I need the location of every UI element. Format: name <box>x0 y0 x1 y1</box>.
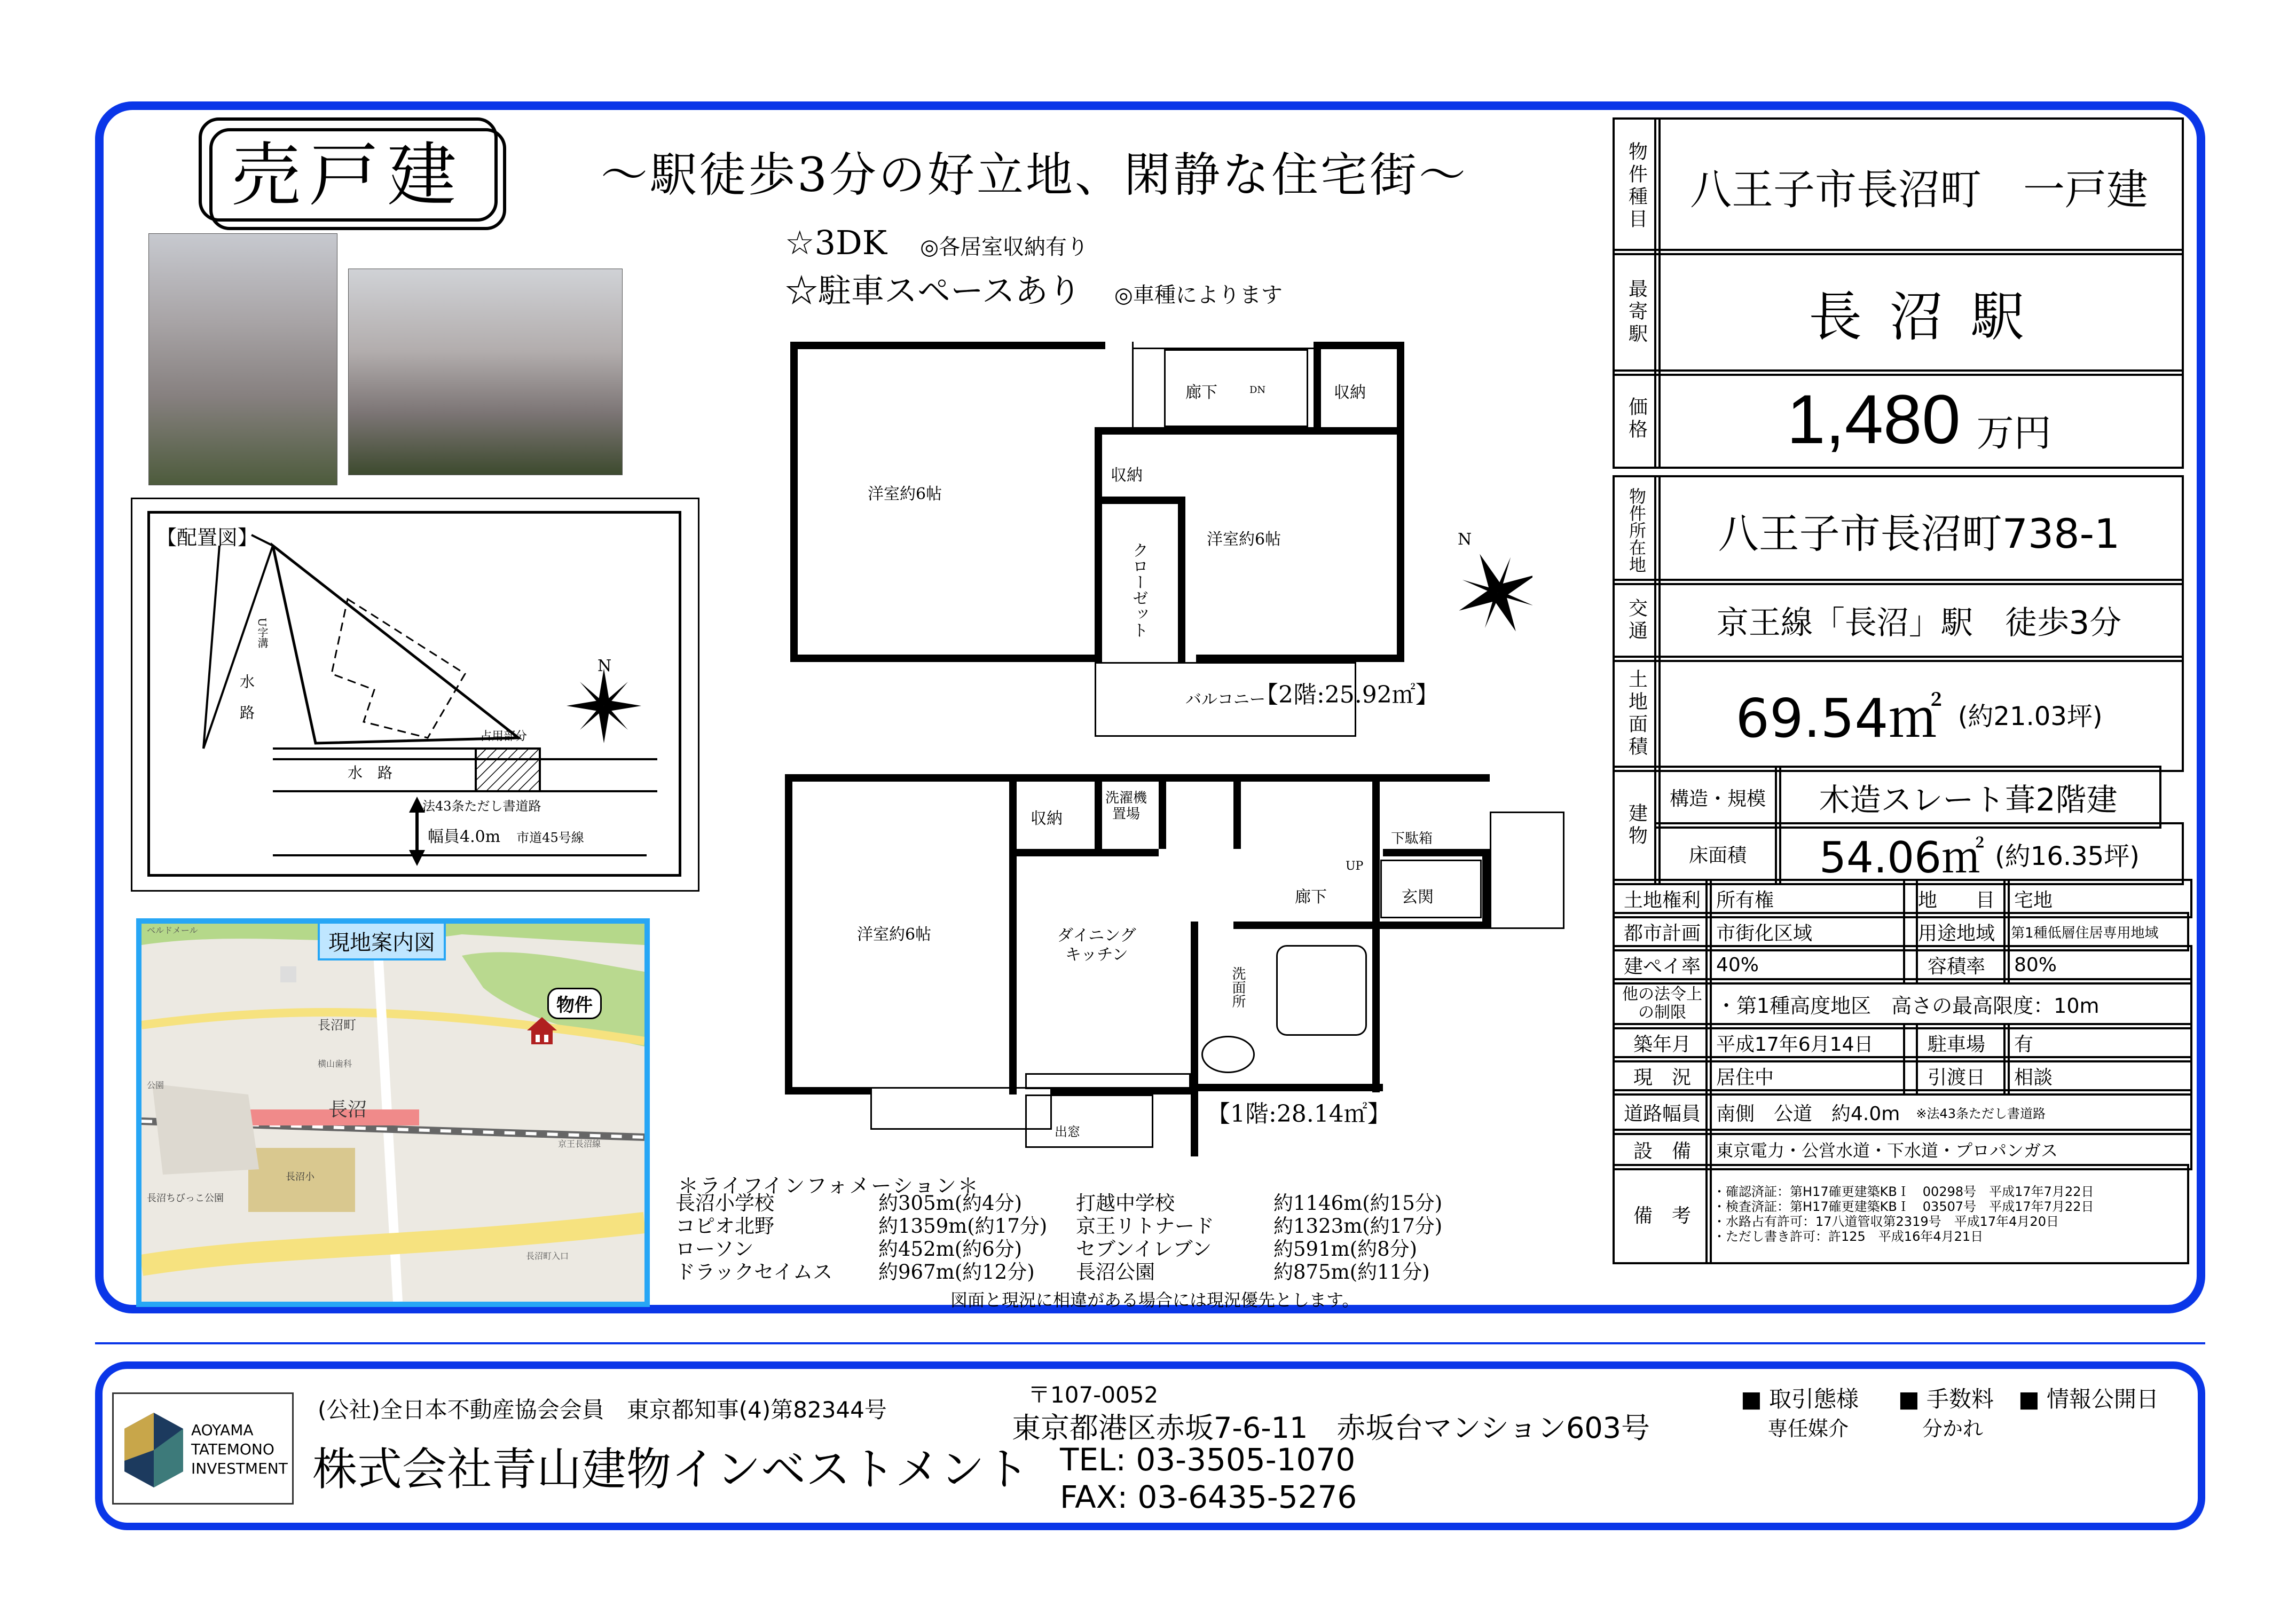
postal-code: 〒107-0052 <box>1028 1382 1159 1408</box>
separator-line <box>95 1342 2205 1344</box>
house-icon <box>526 1014 558 1046</box>
bcr-label: 建ぺイ率 <box>1613 945 1712 985</box>
bcr-value: 40% <box>1705 945 1918 985</box>
room-1f-laundry: 洗濯機 置場 <box>1105 790 1147 822</box>
floor-area-value: 54.06㎡ <box>1819 832 1985 883</box>
room-2f-closet: クローゼット <box>1129 542 1148 638</box>
svg-text:N: N <box>1458 530 1472 549</box>
status-label: 現 況 <box>1613 1056 1712 1096</box>
room-2f-western-a: 洋室約6帖 <box>868 485 942 503</box>
room-2f-balcony: バルコニー <box>1185 690 1265 709</box>
rights-value: 所有権 <box>1705 879 1918 918</box>
station-label: 最寄駅 <box>1613 249 1661 376</box>
stair-down-label: DN <box>1249 384 1266 396</box>
facilities-label: 設 備 <box>1613 1129 1712 1170</box>
feature-3dk: ☆3DK ◎各居室収納有り <box>785 223 1088 262</box>
structure-label: 構造・規模 <box>1654 766 1781 829</box>
deal-type: 専任媒介 <box>1767 1417 1849 1440</box>
parking-label: 駐車場 <box>1903 1023 2010 1062</box>
deal-type-label: ■ 取引態様 <box>1741 1386 1859 1412</box>
stair-up-label: UP <box>1346 860 1364 873</box>
price-cell <box>1654 369 2184 469</box>
ditch-label: U字溝 <box>256 618 269 648</box>
company-address: 東京都港区赤坂7-6-11 赤坂台マンション603号 <box>1012 1411 1650 1445</box>
map-town-label: 長沼町 <box>318 1018 356 1033</box>
logo-mark <box>124 1413 183 1487</box>
other-laws-label: 他の法令上の制限 <box>1613 978 1712 1029</box>
property-table <box>1613 117 2180 1297</box>
map-label-0: ベルドメール <box>147 925 198 935</box>
chimoku-value: 宅地 <box>2003 879 2192 918</box>
feature-parking: ☆駐車スペースあり ◎車種によります <box>785 271 1283 310</box>
site-plan <box>131 498 699 892</box>
other-laws-value: ・第1種高度地区 高さの最高限度：10m <box>1705 978 2192 1029</box>
map-label-11: 長沼小 <box>286 1171 314 1183</box>
built-label: 築年月 <box>1613 1023 1712 1062</box>
remark-2: ・検査済証：第H17確更建築KBＩ 03507号 平成17年7月22日 <box>1713 1199 2094 1214</box>
road-label: 道路幅員 <box>1613 1089 1712 1135</box>
property-address: 八王子市長沼町738-1 <box>1654 475 2184 585</box>
house-photo-front <box>148 233 337 485</box>
land-tsubo: (約21.03坪) <box>1957 701 2103 731</box>
map-drawing <box>141 924 644 1302</box>
floor-area-tsubo: (約16.35坪) <box>1995 841 2140 871</box>
waterway-v-label: 水路 <box>238 674 255 736</box>
status-value: 居住中 <box>1705 1056 1918 1096</box>
room-1f-dining-kitchen: ダイニング キッチン <box>1057 926 1136 964</box>
building-label: 建物 <box>1613 766 1661 885</box>
listing-title: 売戸建 <box>199 117 498 222</box>
floor-area-cell <box>1775 822 2184 885</box>
occupied-label: 占用部分 <box>480 730 528 743</box>
remarks-cell <box>1705 1164 2189 1264</box>
map-label-6: 横山歯科 <box>318 1059 352 1069</box>
company-name: 株式会社青山建物インベストメント <box>312 1443 1030 1495</box>
disclosure-label: ■ 情報公開日 <box>2018 1386 2159 1412</box>
delivery-value: 相談 <box>2003 1056 2192 1096</box>
type-label: 物件種目 <box>1613 117 1661 255</box>
room-1f-western: 洋室約6帖 <box>857 925 932 944</box>
remark-4: ・ただし書き許可：許125 平成16年4月21日 <box>1713 1229 1984 1244</box>
site-plan-title: 【配置図】 <box>156 526 258 549</box>
room-2f-hallway: 廊下 <box>1185 383 1217 402</box>
built-value: 平成17年6月14日 <box>1705 1023 1918 1062</box>
map-label-10: 京王長沼線 <box>558 1139 601 1149</box>
price-value: 1,480 <box>1787 380 1961 458</box>
house-photo-side <box>348 269 623 475</box>
far-label: 容積率 <box>1903 945 2010 985</box>
floor-plan-1f <box>785 774 1564 1148</box>
remark-3: ・水路占有許可：17八道管収第2319号 平成17年4月20日 <box>1713 1214 2059 1229</box>
land-cell <box>1654 656 2184 772</box>
room-2f-western-b: 洋室約6帖 <box>1207 530 1281 549</box>
room-1f-storage: 収納 <box>1031 809 1063 828</box>
city-plan-label: 都市計画 <box>1613 912 1712 951</box>
map-property-label: 物件 <box>547 988 602 1019</box>
property-type: 八王子市長沼町 一戸建 <box>1654 117 2184 255</box>
map-label-14: 長沼町入口 <box>526 1251 569 1261</box>
map-title: 現地案内図 <box>318 922 446 960</box>
waterway-h-label: 水 路 <box>348 764 393 782</box>
structure-value: 木造スレート葺2階建 <box>1775 766 2161 829</box>
use-value: 第1種低層住居専用地域 <box>2003 912 2189 951</box>
compass-icon <box>1447 518 1532 646</box>
floor-plan-2f <box>790 342 1472 737</box>
catchphrase: 〜駅徒歩3分の好立地、閑静な住宅街〜 <box>601 147 1468 202</box>
transit-label: 交通 <box>1613 579 1661 662</box>
floor-area-label: 床面積 <box>1654 822 1781 885</box>
fee-label: ■ 手数料 <box>1898 1386 1994 1412</box>
room-2f-storage-b: 収納 <box>1111 466 1143 485</box>
logo-text: AOYAMA TATEMONO INVESTMENT <box>191 1421 288 1477</box>
far-value: 80% <box>2003 945 2192 985</box>
lifeline-title: ＊ライフインフォメーション＊ <box>678 1174 980 1198</box>
north-label: N <box>597 657 612 675</box>
remarks-label: 備 考 <box>1613 1164 1712 1264</box>
fax: FAX: 03-6435-5276 <box>1060 1479 1357 1515</box>
rights-label: 土地権利 <box>1613 879 1712 918</box>
room-1f-bay-window: 出窓 <box>1055 1124 1080 1139</box>
city-plan-value: 市街化区域 <box>1705 912 1918 951</box>
room-2f-storage-a: 収納 <box>1334 383 1366 402</box>
room-1f-shoe-box: 下駄箱 <box>1391 831 1433 847</box>
nearest-station: 長 沼 駅 <box>1654 249 2184 376</box>
remark-1: ・確認済証：第H17確更建築KBＩ 00298号 平成17年7月22日 <box>1713 1184 2094 1199</box>
company-logo <box>112 1392 294 1505</box>
delivery-label: 引渡日 <box>1903 1056 2010 1096</box>
price-unit: 万円 <box>1976 411 2051 455</box>
room-1f-washroom: 洗面所 <box>1230 966 1246 1008</box>
facilities-value: 東京電力・公営水道・下水道・プロパンガス <box>1705 1129 2192 1170</box>
road-value: 南側 公道 約4.0m <box>1716 1103 1900 1125</box>
map-label-8: 公園 <box>147 1080 164 1090</box>
road-note: ※法43条ただし書道路 <box>1916 1106 2046 1121</box>
telephone: TEL: 03-3505-1070 <box>1060 1442 1356 1478</box>
land-label: 土地面積 <box>1613 656 1661 772</box>
fee-value: 分かれ <box>1922 1417 1984 1440</box>
road-note-label: 法43条ただし書道路 <box>422 799 541 814</box>
site-plan-drawing <box>150 514 681 877</box>
chimoku-label: 地 目 <box>1903 879 2010 918</box>
disclaimer-note: 図面と現況に相違がある場合には現況優先とします。 <box>950 1290 1359 1310</box>
address-label: 物件所在地 <box>1613 475 1661 585</box>
area-2f: 【2階:25.92㎡】 <box>1255 681 1439 708</box>
use-label: 用途地域 <box>1903 912 2010 951</box>
land-area: 69.54㎡ <box>1735 687 1942 750</box>
room-1f-hallway: 廊下 <box>1295 888 1327 907</box>
transit-info: 京王線「長沼」駅 徒歩3分 <box>1654 579 2184 662</box>
map-label-12: 長沼ちびっこ公園 <box>147 1193 224 1204</box>
road-width-label: 幅員4.0m 市道45号線 <box>428 828 584 846</box>
location-map <box>136 918 650 1307</box>
price-label: 価格 <box>1613 369 1661 469</box>
association-info: (公社)全日本不動産協会会員 東京都知事(4)第82344号 <box>318 1397 887 1423</box>
parking-value: 有 <box>2003 1023 2192 1062</box>
room-1f-entrance: 玄関 <box>1402 888 1434 907</box>
map-station-label: 長沼 <box>328 1099 367 1121</box>
lifeline-table: 長沼小学校 約305m(約4分) 打越中学校 約1146m(約15分) コピオ北野 約1359m(約17分) 京王リトナード 約1323m(約17分) ローソン 約452m(約6分) セブンイレブン 約591m(約8分) ドラックセイムス 約967m(約12分) 長沼公園 約875m(約11分) <box>675 1192 1443 1284</box>
area-1f: 【1階:28.14㎡】 <box>1207 1100 1391 1128</box>
